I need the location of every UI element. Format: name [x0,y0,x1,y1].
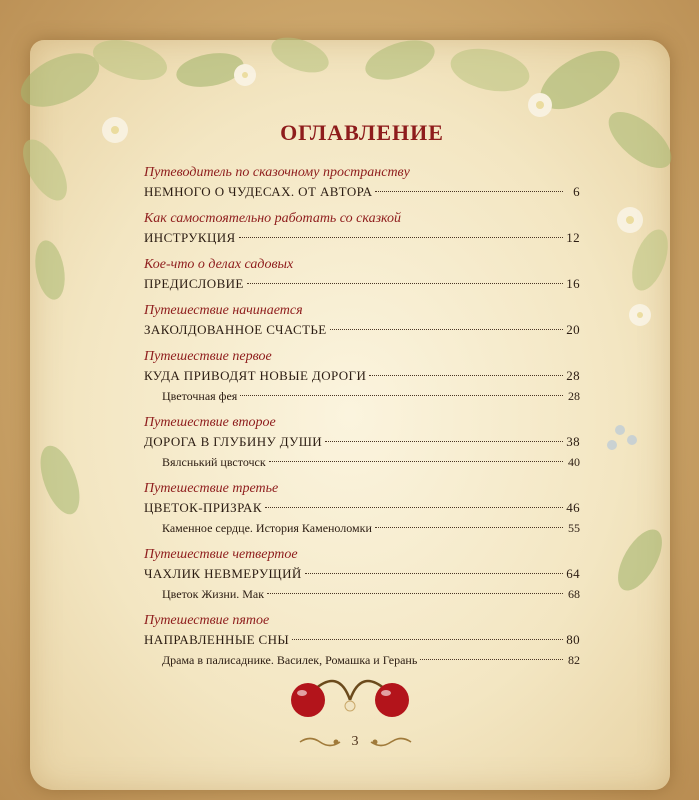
entry-page-number: 16 [566,276,580,291]
entry-title: ЗАКОЛДОВАННОЕ СЧАСТЬЕ [144,322,327,337]
scroll-ornament-left-icon [298,735,342,749]
toc-section [144,302,580,340]
entry-page-number: 20 [566,322,580,337]
dot-leader [265,507,563,508]
toc-section [144,612,580,670]
dot-leader [375,191,563,192]
entry-page-number: 68 [568,587,580,601]
entry-title: Вялснький цвсточск [162,455,266,469]
section-subtitle: Путешествие начинается [144,303,303,318]
entry-page-number: 28 [568,389,580,403]
toc-section [144,164,580,202]
cherries-icon [284,670,416,720]
dot-leader [292,639,563,640]
toc-section [144,210,580,248]
toc-list [144,164,580,670]
entry-title: Драма в палисаднике. Василек, Ромашка и Герань [162,653,418,667]
toc-entry[interactable] [144,274,580,294]
entry-page-number: 55 [568,521,580,535]
section-subtitle: Путешествие пятое [144,613,270,628]
toc-subentry[interactable] [144,386,580,406]
scroll-ornament-right-icon [369,735,413,749]
entry-title: КУДА ПРИВОДЯТ НОВЫЕ ДОРОГИ [144,368,367,383]
toc-section [144,256,580,294]
toc-section [144,414,580,472]
toc-subentry[interactable] [144,650,580,670]
dot-leader [267,593,563,594]
toc-subentry[interactable] [144,584,580,604]
page-number-area [290,732,420,752]
table-of-contents [144,120,580,678]
dot-leader [239,237,563,238]
section-subtitle: Кое-что о делах садовых [144,257,294,272]
toc-entry[interactable] [144,182,580,202]
entry-title: ДОРОГА В ГЛУБИНУ ДУШИ [144,434,323,449]
toc-entry[interactable] [144,320,580,340]
dot-leader [240,395,563,396]
entry-page-number: 46 [566,500,580,515]
toc-entry[interactable] [144,228,580,248]
entry-title: ЦВЕТОК-ПРИЗРАК [144,500,262,515]
dot-leader [420,659,563,660]
section-subtitle: Путешествие четвертое [144,547,298,562]
toc-entry[interactable] [144,432,580,452]
entry-title: Цветочная фея [162,389,238,403]
dot-leader [247,283,563,284]
entry-title: НЕМНОГО О ЧУДЕСАХ. ОТ АВТОРА [144,184,373,199]
toc-entry[interactable] [144,498,580,518]
dot-leader [330,329,563,330]
dot-leader [269,461,563,462]
toc-subentry[interactable] [144,518,580,538]
section-subtitle: Путешествие первое [144,349,272,364]
toc-subentry[interactable] [144,452,580,472]
section-subtitle: Путеводитель по сказочному пространству [144,165,410,180]
entry-title: Каменное сердце. История Каменоломки [162,521,372,535]
entry-title: Цветок Жизни. Мак [162,587,265,601]
page-title: ОГЛАВЛЕНИЕ [280,120,444,145]
dot-leader [375,527,563,528]
toc-entry[interactable] [144,630,580,650]
entry-title: ЧАХЛИК НЕВМЕРУЩИЙ [144,566,302,581]
entry-page-number: 64 [566,566,580,581]
entry-title: ПРЕДИСЛОВИЕ [144,276,244,291]
entry-page-number: 12 [566,230,580,245]
dot-leader [369,375,563,376]
entry-page-number: 80 [566,632,580,647]
section-subtitle: Как самостоятельно работать со сказкой [144,211,402,226]
entry-page-number: 28 [566,368,580,383]
entry-page-number: 6 [573,184,580,199]
toc-section [144,480,580,538]
page-number: 3 [351,734,359,749]
entry-title: ИНСТРУКЦИЯ [144,230,236,245]
section-subtitle: Путешествие второе [144,415,276,430]
section-subtitle: Путешествие третье [144,481,279,496]
toc-section [144,348,580,406]
dot-leader [305,573,563,574]
entry-page-number: 40 [568,455,580,469]
toc-section [144,546,580,604]
entry-page-number: 82 [568,653,580,667]
toc-entry[interactable] [144,366,580,386]
entry-title: НАПРАВЛЕННЫЕ СНЫ [144,632,290,647]
toc-entry[interactable] [144,564,580,584]
dot-leader [325,441,563,442]
entry-page-number: 38 [566,434,580,449]
